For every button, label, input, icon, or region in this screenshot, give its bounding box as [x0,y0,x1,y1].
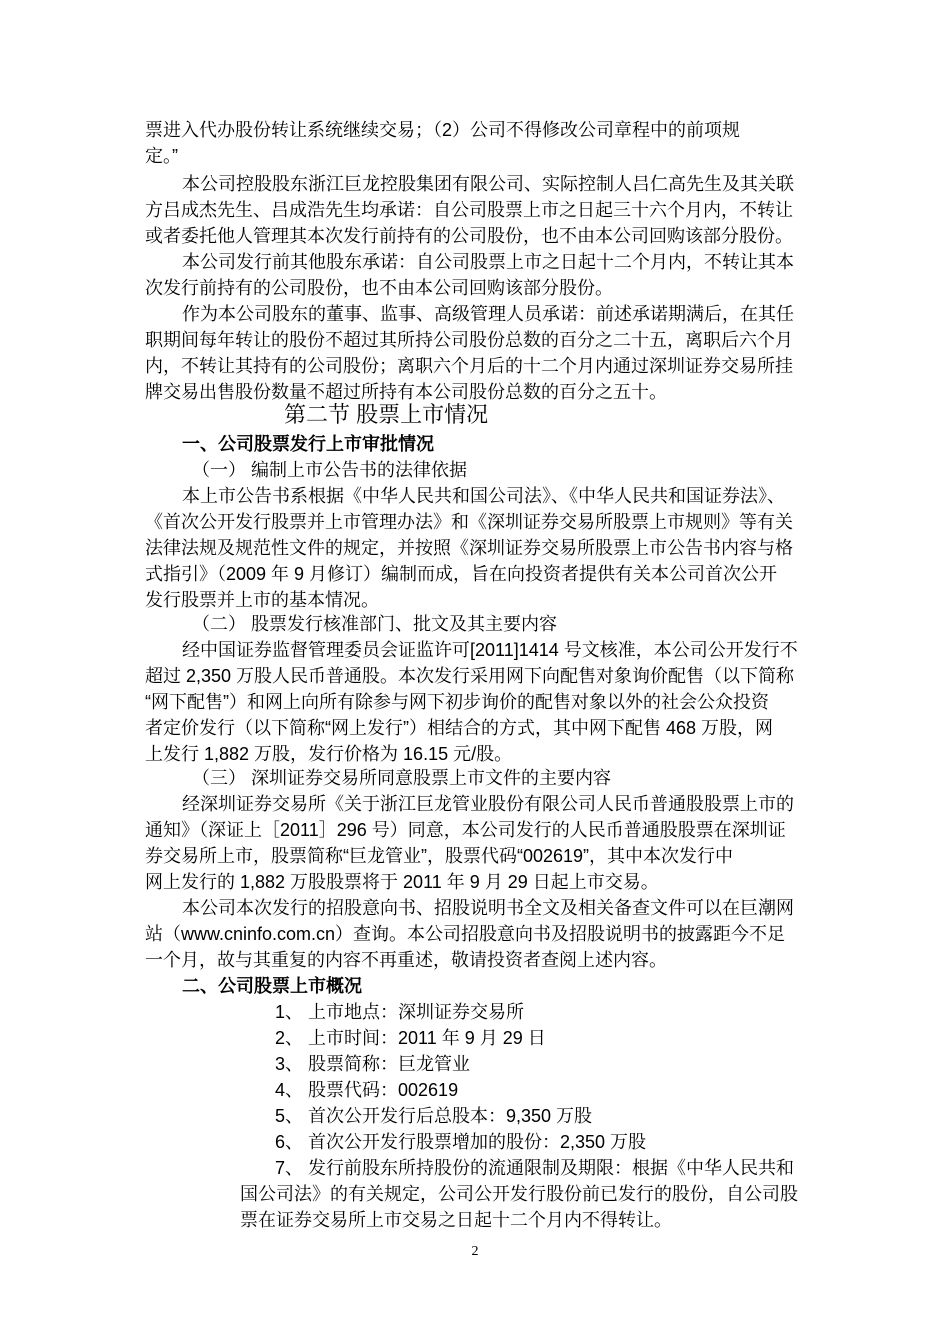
subheading-2: （二） 股票发行核准部门、批文及其主要内容 [192,614,557,634]
body-line: 者定价发行（以下简称“网上发行”）相结合的方式，其中网下配售 468 万股，网 [145,718,774,738]
list-item: 3、 股票简称：巨龙管业 [275,1054,471,1074]
body-line: 次发行前持有的公司股份，也不由本公司回购该部分股份。 [145,278,613,298]
body-line: 职期间每年转让的股份不超过其所持公司股份总数的百分之二十五，离职后六个月 [145,330,793,350]
section-title: 第二节 股票上市情况 [284,402,489,427]
list-item: 6、 首次公开发行股票增加的股份：2,350 万股 [275,1132,647,1152]
body-line: 方吕成杰先生、吕成浩先生均承诺：自公司股票上市之日起三十六个月内，不转让 [145,200,793,220]
body-line: 《首次公开发行股票并上市管理办法》和《深圳证券交易所股票上市规则》等有关 [145,512,793,532]
body-line: 牌交易出售股份数量不超过所持有本公司股份总数的百分之五十。 [145,382,667,402]
list-item: 4、 股票代码：002619 [275,1080,459,1100]
body-line: 或者委托他人管理其本次发行前持有的公司股份，也不由本公司回购该部分股份。 [145,226,793,246]
body-line: 发行股票并上市的基本情况。 [145,590,379,610]
body-line: 作为本公司股东的董事、监事、高级管理人员承诺：前述承诺期满后，在其任 [182,304,794,324]
body-line: 式指引》（2009 年 9 月修订）编制而成，旨在向投资者提供有关本公司首次公开 [145,564,778,584]
body-line: 票进入代办股份转让系统继续交易；（2）公司不得修改公司章程中的前项规 [145,120,741,140]
body-line: 定。” [145,146,178,166]
list-item-continuation: 国公司法》的有关规定，公司公开发行股份前已发行的股份，自公司股 [240,1184,798,1204]
body-line: 经中国证券监督管理委员会证监许可[2011]1414 号文核准，本公司公开发行不 [182,640,798,660]
heading-1: 一、公司股票发行上市审批情况 [182,434,434,454]
heading-2: 二、公司股票上市概况 [182,976,362,996]
list-item: 5、 首次公开发行后总股本：9,350 万股 [275,1106,593,1126]
body-line: 超过 2,350 万股人民币普通股。本次发行采用网下向配售对象询价配售（以下简称 [145,666,795,686]
body-line: 内，不转让其持有的公司股份；离职六个月后的十二个月内通过深圳证券交易所挂 [145,356,793,376]
list-item: 7、 发行前股东所持股份的流通限制及期限：根据《中华人民共和 [275,1158,795,1178]
body-line: 经深圳证券交易所《关于浙江巨龙管业股份有限公司人民币普通股股票上市的 [182,794,794,814]
body-line: 网上发行的 1,882 万股股票将于 2011 年 9 月 29 日起上市交易。 [145,872,659,892]
body-line: 法律法规及规范性文件的规定，并按照《深圳证券交易所股票上市公告书内容与格 [145,538,793,558]
body-line: 券交易所上市，股票简称“巨龙管业”，股票代码“002619”，其中本次发行中 [145,846,734,866]
body-line: 本公司控股股东浙江巨龙控股集团有限公司、实际控制人吕仁高先生及其关联 [182,174,794,194]
body-line: 本公司本次发行的招股意向书、招股说明书全文及相关备查文件可以在巨潮网 [182,898,794,918]
subheading-1: （一） 编制上市公告书的法律依据 [192,460,467,480]
body-line: 站（www.cninfo.com.cn）查询。本公司招股意向书及招股说明书的披露距今不足 [145,924,786,944]
body-line: 本公司发行前其他股东承诺：自公司股票上市之日起十二个月内，不转让其本 [182,252,794,272]
list-item: 2、 上市时间：2011 年 9 月 29 日 [275,1028,546,1048]
body-line: “网下配售”）和网上向所有除参与网下初步询价的配售对象以外的社会公众投资 [145,692,769,712]
list-item-continuation: 票在证券交易所上市交易之日起十二个月内不得转让。 [240,1210,672,1230]
page-number: 2 [471,1244,479,1259]
body-line: 上发行 1,882 万股，发行价格为 16.15 元/股。 [145,744,513,764]
subheading-3: （三） 深圳证券交易所同意股票上市文件的主要内容 [192,768,611,788]
body-line: 本上市公告书系根据《中华人民共和国公司法》、《中华人民共和国证券法》、 [182,486,785,506]
body-line: 一个月，故与其重复的内容不再重述，敬请投资者查阅上述内容。 [145,950,667,970]
body-line: 通知》（深证上［2011］296 号）同意，本公司发行的人民币普通股股票在深圳证 [145,820,786,840]
list-item: 1、 上市地点：深圳证券交易所 [275,1002,525,1022]
